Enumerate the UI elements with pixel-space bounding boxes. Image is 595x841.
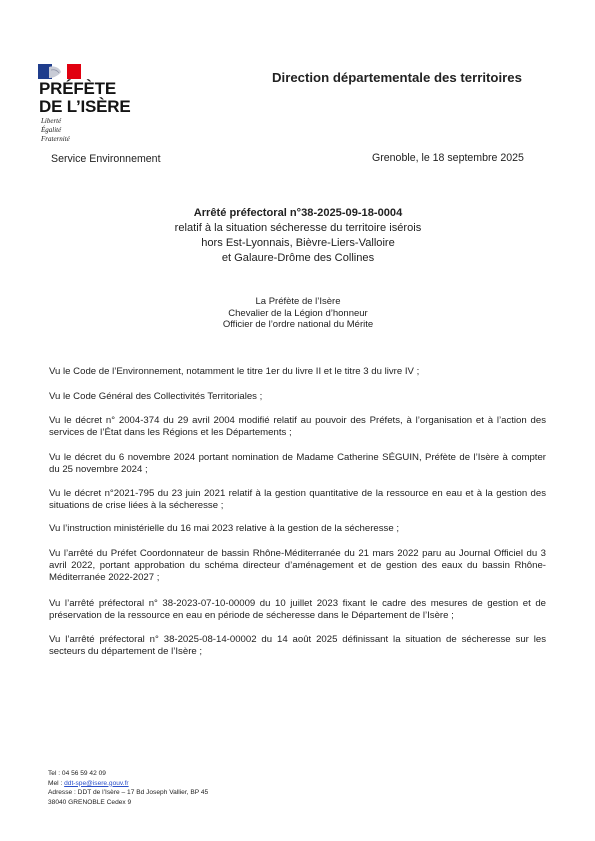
footer-mail-line [48, 779, 208, 789]
decree-title [120, 206, 476, 266]
decree-number: Arrêté préfectoral n°38-2025-09-18-0004 [193, 207, 403, 219]
prefecture-name-line: PRÉFÈTE [39, 79, 117, 98]
republic-motto [41, 117, 70, 144]
decree-subtitle-line: relatif à la situation sécheresse du territoire isérois [174, 222, 422, 234]
consideration-paragraph: Vu le décret du 6 novembre 2024 portant nomination de Madame Catherine SÉGUIN, Préfète de l’Isère à compter du 25 novembre 2024 ; [49, 452, 546, 476]
authority-block [160, 296, 436, 331]
prefecture-name [39, 80, 131, 116]
consideration-paragraph: Vu le décret n° 2004-374 du 29 avril 2004 modifié relatif au pouvoir des Préfets, à l’organisation et à l’action des services de l’État dans les Régions et les Départements ; [49, 415, 546, 439]
authority-line: La Préfète de l’Isère [255, 296, 341, 307]
consideration-paragraph: Vu l’arrêté préfectoral n° 38-2025-08-14-00002 du 14 août 2025 définissant la situation de sécheresse sur les secteurs du département de l’Isère ; [49, 634, 546, 658]
contact-footer [48, 769, 208, 807]
motto-line: Égalité [41, 126, 62, 134]
footer-mail-link[interactable]: ddt-spe@isere.gouv.fr [64, 779, 129, 787]
consideration-paragraph: Vu le Code Général des Collectivités Territoriales ; [49, 391, 263, 402]
service-name: Service Environnement [51, 153, 161, 165]
consideration-paragraph: Vu l’instruction ministérielle du 16 mai 2023 relative à la gestion de la sécheresse ; [49, 523, 400, 534]
consideration-paragraph: Vu l’arrêté du Préfet Coordonnateur de bassin Rhône-Méditerranée du 21 mars 2022 paru au Journal Officiel du 3 avril 2022, portant approbation du schéma directeur d’aménagement et de gestion des eaux du bassin Rhône-Méditerranée 2022-2027 ; [49, 548, 546, 584]
decree-subtitle-line: et Galaure-Drôme des Collines [221, 252, 375, 264]
marianne-flag-logo [38, 64, 81, 79]
motto-line: Liberté [41, 117, 62, 125]
footer-mail-label: Mel : [48, 779, 65, 787]
authority-line: Officier de l’ordre national du Mérite [222, 319, 374, 330]
motto-line: Fraternité [41, 135, 70, 143]
authority-line: Chevalier de la Légion d’honneur [228, 307, 368, 319]
place-date: Grenoble, le 18 septembre 2025 [372, 152, 524, 164]
consideration-paragraph: Vu l’arrêté préfectoral n° 38-2023-07-10-00009 du 10 juillet 2023 fixant le cadre des mesures de gestion et de préservation de la ressource en eau en période de sécheresse dans le Département de l’Isère ; [49, 598, 546, 622]
prefecture-name-line: DE L’ISÈRE [39, 97, 131, 116]
footer-city: 38040 GRENOBLE Cedex 9 [48, 798, 132, 806]
decree-subtitle-line: hors Est-Lyonnais, Bièvre-Liers-Valloire [201, 237, 395, 249]
footer-address: Adresse : DDT de l’Isère – 17 Bd Joseph Vallier, BP 45 [48, 789, 209, 797]
consideration-paragraph: Vu le décret n°2021-795 du 23 juin 2021 relatif à la gestion quantitative de la ressource en eau et à la gestion des situations de crise liées à la sécheresse ; [49, 488, 546, 512]
footer-phone: Tel : 04 56 59 42 09 [48, 770, 106, 777]
direction-title: Direction départementale des territoires [272, 70, 522, 85]
consideration-paragraph: Vu le Code de l’Environnement, notamment le titre 1er du livre II et le titre 3 du livre IV ; [49, 366, 420, 377]
